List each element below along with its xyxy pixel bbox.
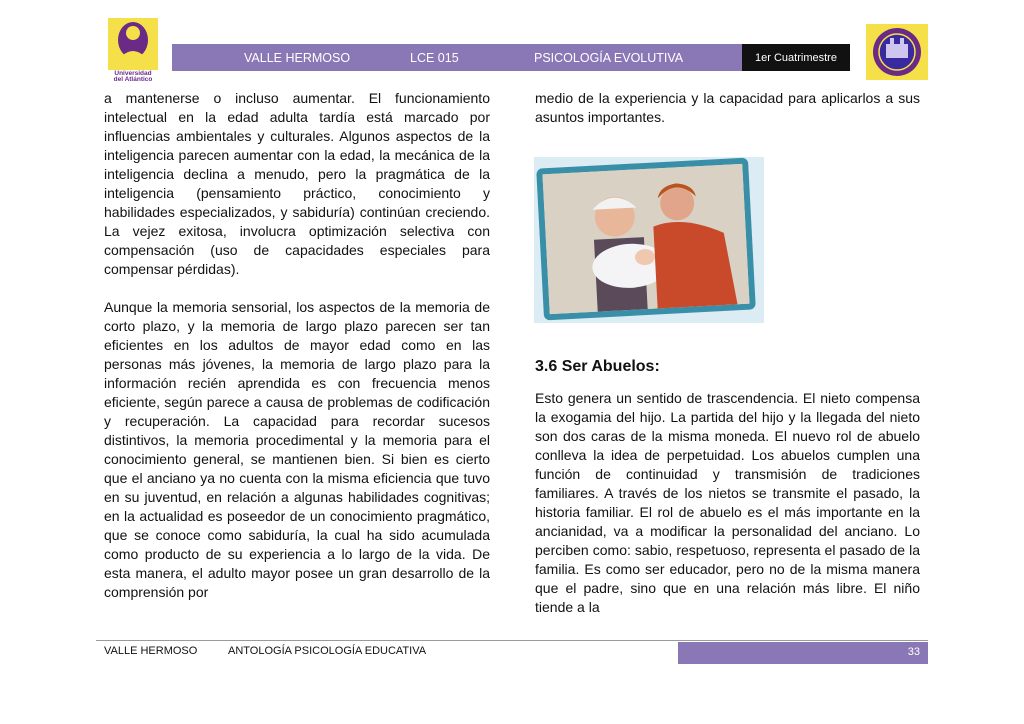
left-column	[104, 89, 490, 602]
page-number: 33	[907, 646, 920, 658]
footer-page-bar	[678, 642, 928, 664]
section-heading: 3.6 Ser Abuelos:	[535, 358, 660, 375]
logo-text-line1: Universidad	[114, 70, 152, 77]
footer-title: ANTOLOGÍA PSICOLOGÍA EDUCATIVA	[228, 645, 427, 657]
header-subject: PSICOLOGÍA EVOLUTIVA	[534, 51, 684, 65]
left-paragraph-2: Aunque la memoria sensorial, los aspectos de la memoria de corto plazo, y la memoria de largo plazo parecen ser tan eficientes en los adultos de mayor edad como en las personas más jóvenes, la memoria de largo plazo para la información recién aprendida es con frecuencia menos eficiente, según parece a causa de problemas de codificación y recuperación. La capacidad para recordar sucesos distintivos, la memoria procedimental y la memoria para el conocimiento general, se mantienen bien. Si bien es cierto que el anciano ya no cuenta con la misma eficiencia que tuvo en su juventud, en relación a algunas habilidades cognitivas; en la actualidad es poseedor de un conocimiento pragmático, que se conoce como sabiduría, la cual ha sido acumulada como producto de su experiencia a lo largo de la vida. De esta manera, el adulto mayor posee un gran desarrollo de la comprensión por	[104, 299, 490, 600]
footer-divider	[96, 640, 928, 641]
section-paragraph: Esto genera un sentido de trascendencia. El nieto compensa la exogamia del hijo. La partida del hijo y la llegada del nieto son dos caras de la misma moneda. El nuevo rol de abuelo conlleva la idea de perpetuidad. Los abuelos cumplen una función de continuidad y transmisión de tradiciones familiares. A través de los nietos se transmite el pasado, la historia familiar. El rol de abuelo es el más importante en la ancianidad, va a modificar la personalidad del anciano. Lo perciben como: sabio, respetuoso, representa el pasado de la familia. Es como ser educador, pero no de la misma manera que el padre, sino que en una relación más libre. El niño tiende a la	[535, 390, 920, 615]
logo-text-line2: del Atlántico	[113, 76, 153, 82]
right-top-paragraph: medio de la experiencia y la capacidad para aplicarlos a sus asuntos importantes.	[535, 90, 920, 125]
term-badge: 1er Cuatrimestre	[742, 44, 850, 71]
header-bar	[172, 44, 742, 71]
university-logo	[108, 18, 158, 82]
institution-seal	[866, 24, 928, 80]
header-code: LCE 015	[410, 51, 459, 65]
header-school: VALLE HERMOSO	[244, 51, 351, 65]
grandparents-photo	[534, 157, 764, 323]
footer-school: VALLE HERMOSO	[104, 645, 198, 657]
left-paragraph-1: a mantenerse o incluso aumentar. El funcionamiento intelectual en la edad adulta tardía está marcado por influencias ambientales y culturales. Algunos aspectos de la inteligencia parecen aumentar con la edad, la mecánica de la inteligencia declina a menudo, pero la pragmática de la inteligencia (pensamiento práctico, conocimiento y habilidades especializados, y sabiduría) continúan creciendo. La vejez exitosa, involucra optimización selectiva con compensación (uso de capacidades especiales para compensar pérdidas).	[104, 90, 490, 277]
